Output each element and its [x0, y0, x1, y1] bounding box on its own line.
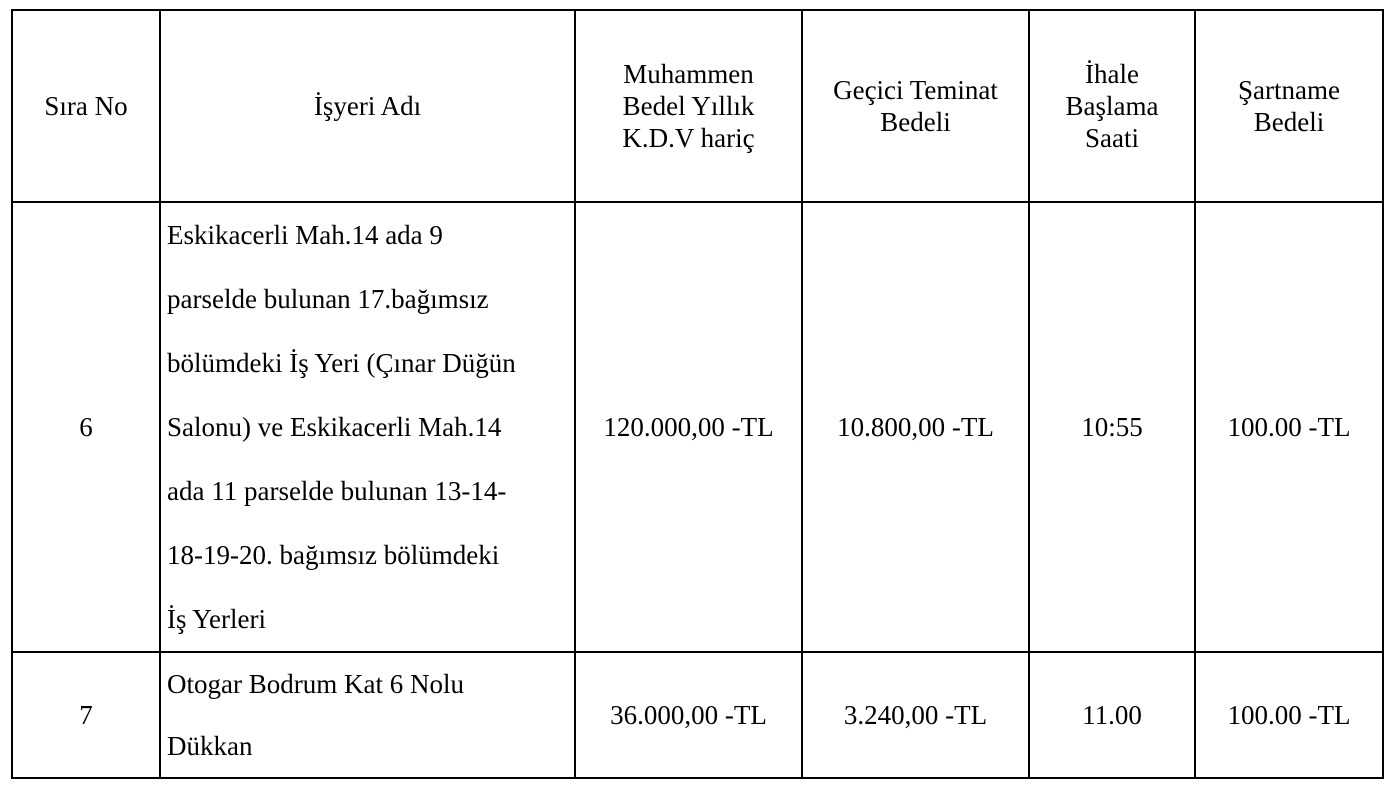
cell-muhammen-bedel: 36.000,00 -TL [575, 652, 802, 778]
cell-isyeri-adi: Otogar Bodrum Kat 6 Nolu Dükkan [160, 652, 575, 778]
cell-sartname-bedeli: 100.00 -TL [1195, 652, 1383, 778]
cell-sira-no: 6 [12, 202, 160, 652]
cell-muhammen-bedel: 120.000,00 -TL [575, 202, 802, 652]
header-sira-no: Sıra No [12, 10, 160, 202]
table-row [12, 652, 1383, 778]
header-sartname-bedeli: Şartname Bedeli [1195, 10, 1383, 202]
header-isyeri-adi: İşyeri Adı [160, 10, 575, 202]
cell-gecici-teminat: 10.800,00 -TL [802, 202, 1029, 652]
tender-table [11, 9, 1384, 779]
table-row [12, 202, 1383, 652]
cell-isyeri-adi: Eskikacerli Mah.14 ada 9 parselde bulunan 17.bağımsız bölümdeki İş Yeri (Çınar Düğün Salonu) ve Eskikacerli Mah.14 ada 11 parselde bulunan 13-14- 18-19-20. bağımsız bölümdeki İş Yerleri [160, 202, 575, 652]
header-gecici-teminat: Geçici Teminat Bedeli [802, 10, 1029, 202]
cell-ihale-saati: 11.00 [1029, 652, 1195, 778]
cell-sira-no: 7 [12, 652, 160, 778]
cell-sartname-bedeli: 100.00 -TL [1195, 202, 1383, 652]
header-row [12, 10, 1383, 202]
cell-ihale-saati: 10:55 [1029, 202, 1195, 652]
header-muhammen-bedel: Muhammen Bedel Yıllık K.D.V hariç [575, 10, 802, 202]
header-ihale-saati: İhale Başlama Saati [1029, 10, 1195, 202]
cell-gecici-teminat: 3.240,00 -TL [802, 652, 1029, 778]
